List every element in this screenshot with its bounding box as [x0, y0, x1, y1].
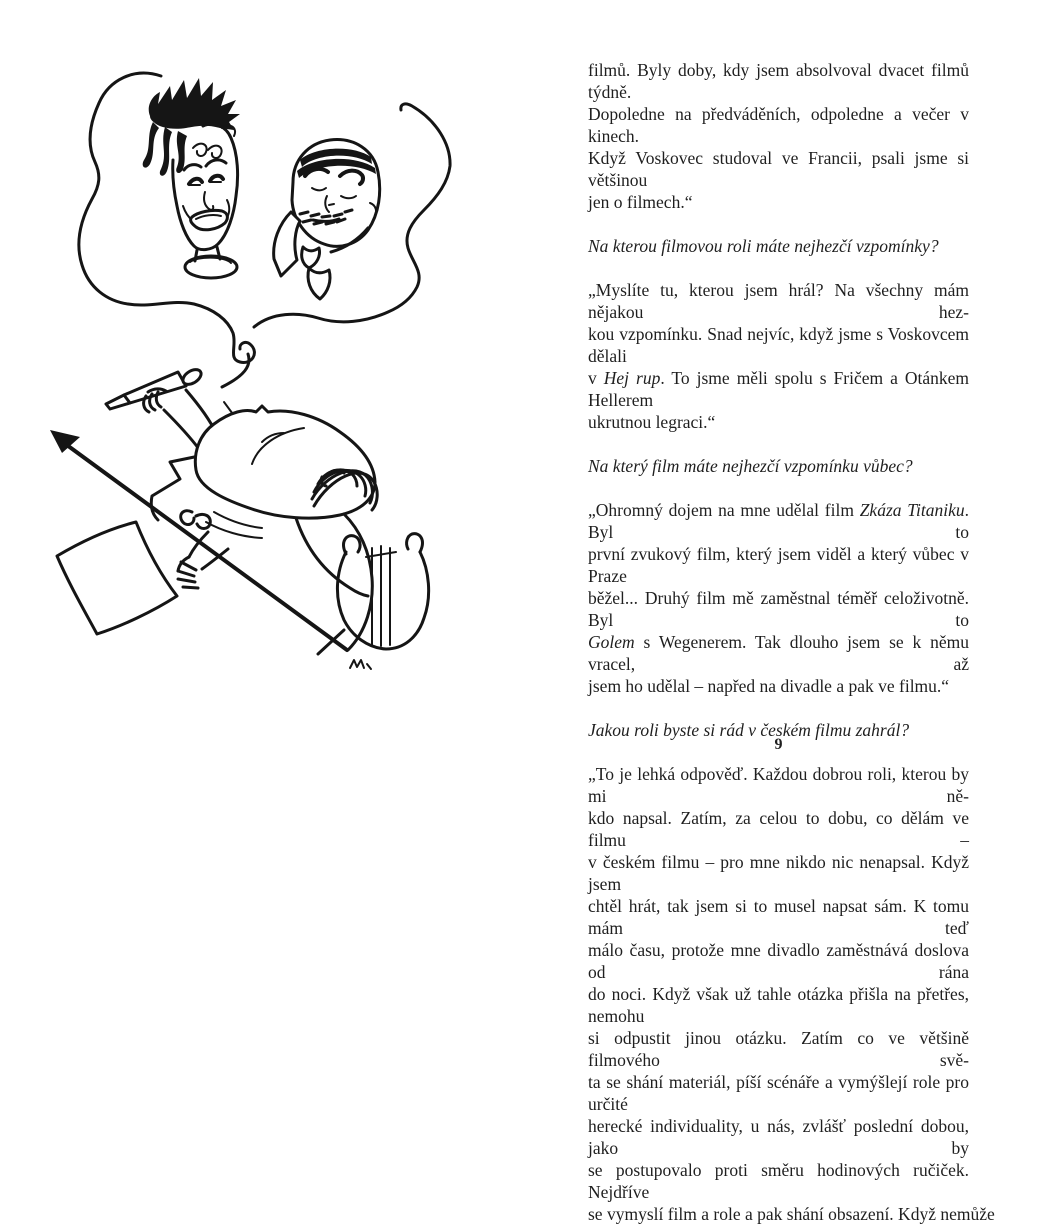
- text-line: málo času, protože mne divadlo zaměstnává doslova od rána: [588, 940, 969, 982]
- eye: [189, 179, 202, 184]
- stubble: [300, 210, 352, 224]
- text-line: Na kterou filmovou roli máte nejhezčí vzpomínky?: [588, 236, 939, 256]
- lyre: [337, 534, 428, 649]
- text-line: kou vzpomínku. Snad nejvíc, když jsme s Voskovcem dělali: [588, 324, 969, 366]
- text-line: se postupovalo proti směru hodinových ručiček. Nejdříve: [588, 1160, 969, 1202]
- neckerchief-tail: [308, 268, 330, 299]
- cloud-outline-right: [254, 104, 450, 327]
- spiky-hair-man-face: [143, 78, 240, 278]
- mouth-line: [313, 219, 339, 221]
- nose: [204, 192, 213, 210]
- closed-eye: [312, 188, 326, 190]
- eye: [210, 176, 223, 181]
- answer-paragraph: [588, 499, 969, 697]
- text-line: Golem s Wegenerem. Tak dlouho jsem se k němu vracel, až: [588, 632, 969, 674]
- text-line: „Myslíte tu, kterou jsem hrál? Na všechny mám nějakou hez-: [588, 280, 969, 322]
- neckerchief-band: [331, 228, 368, 252]
- eyebrow: [206, 160, 226, 166]
- neckerchief-wing: [274, 212, 300, 276]
- eyebrow: [340, 171, 363, 184]
- text-line: jen o filmech.“: [588, 192, 693, 212]
- nose: [325, 196, 334, 212]
- text-line: Jakou roli byste si rád v českém filmu zahrál?: [588, 720, 910, 740]
- hair-strand: [160, 127, 172, 176]
- neckerchief-knot: [302, 247, 320, 268]
- text-line: Na který film máte nejhezčí vzpomínku vůbec?: [588, 456, 913, 476]
- bow-tie: [181, 511, 211, 529]
- mouth: [191, 210, 228, 229]
- ear: [370, 203, 376, 218]
- text-line: chtěl hrát, tak jsem si to musel napsat sám. K tomu mám teď: [588, 896, 969, 938]
- closed-eye: [341, 196, 356, 198]
- paper-sheet: [57, 522, 177, 634]
- text-line: filmů. Byly doby, kdy jsem absolvoval dvacet filmů týdně.: [588, 60, 969, 102]
- forehead-curl: [193, 144, 207, 156]
- capped-man-face: [274, 140, 380, 299]
- eyebrow: [184, 165, 201, 170]
- bald-head: [195, 406, 375, 518]
- lyre-right-curl: [407, 534, 423, 552]
- text-line: v českém filmu – pro mne nikdo nic nenapsal. Když jsem: [588, 852, 969, 894]
- text-line: ukrutnou legraci.“: [588, 412, 716, 432]
- text-line: se vymyslí film a role a pak shání obsazení. Když nemůže: [588, 1204, 995, 1224]
- text-line: „To je lehká odpověď. Každou dobrou roli, kterou by mi ně-: [588, 764, 969, 806]
- question-paragraph: [588, 235, 969, 257]
- eyebrow: [305, 169, 328, 176]
- body-paragraph: [588, 59, 969, 213]
- text-line: první zvukový film, který jsem viděl a který vůbec v Praze: [588, 544, 969, 586]
- text-line: jsem ho udělal – napřed na divadle a pak ve filmu.“: [588, 676, 950, 696]
- pen-cap-disc: [180, 367, 203, 388]
- lyre-body: [337, 552, 428, 649]
- question-paragraph: [588, 455, 969, 477]
- thought-bubble: [79, 73, 450, 387]
- page-number: 9: [774, 736, 783, 753]
- text-line: Dopoledne na předváděních, odpoledne a večer v kinech.: [588, 104, 969, 146]
- answer-paragraph: [588, 763, 995, 1225]
- hair-strand: [143, 122, 159, 168]
- answer-paragraph: [588, 279, 969, 433]
- text-line: běžel... Druhý film mě zaměstnal téměř celoživotně. Byl to: [588, 588, 969, 630]
- left-hand-fingers: [178, 557, 198, 588]
- text-line: „Ohromný dojem na mne udělal film Zkáza Titaniku. Byl to: [588, 500, 969, 542]
- collar-line: [206, 512, 262, 538]
- hair: [149, 78, 240, 130]
- caricature-illustration: [0, 0, 580, 700]
- text-line: Když Voskovec studoval ve Francii, psali jsme si většinou: [588, 148, 969, 190]
- text-column: [588, 59, 995, 1225]
- text-line: ta se shání materiál, píší scénáře a vymýšlejí role pro určité: [588, 1072, 969, 1114]
- text-line: v Hej rup. To jsme měli spolu s Fričem a Otánkem Hellerem: [588, 368, 970, 410]
- artist-signature: [350, 660, 371, 669]
- forehead-curl: [208, 146, 222, 158]
- lyre-strings: [372, 546, 390, 646]
- text-line: do noci. Když však už tahle otázka přišla na přetřes, nemohu: [588, 984, 969, 1026]
- text-line: si odpustit jinou otázku. Zatím co ve většině filmového svě-: [588, 1028, 969, 1070]
- text-line: kdo napsal. Zatím, za celou to dobu, co dělám ve filmu –: [588, 808, 969, 850]
- text-line: herecké individuality, u nás, zvlášť poslední dobou, jako by: [588, 1116, 969, 1158]
